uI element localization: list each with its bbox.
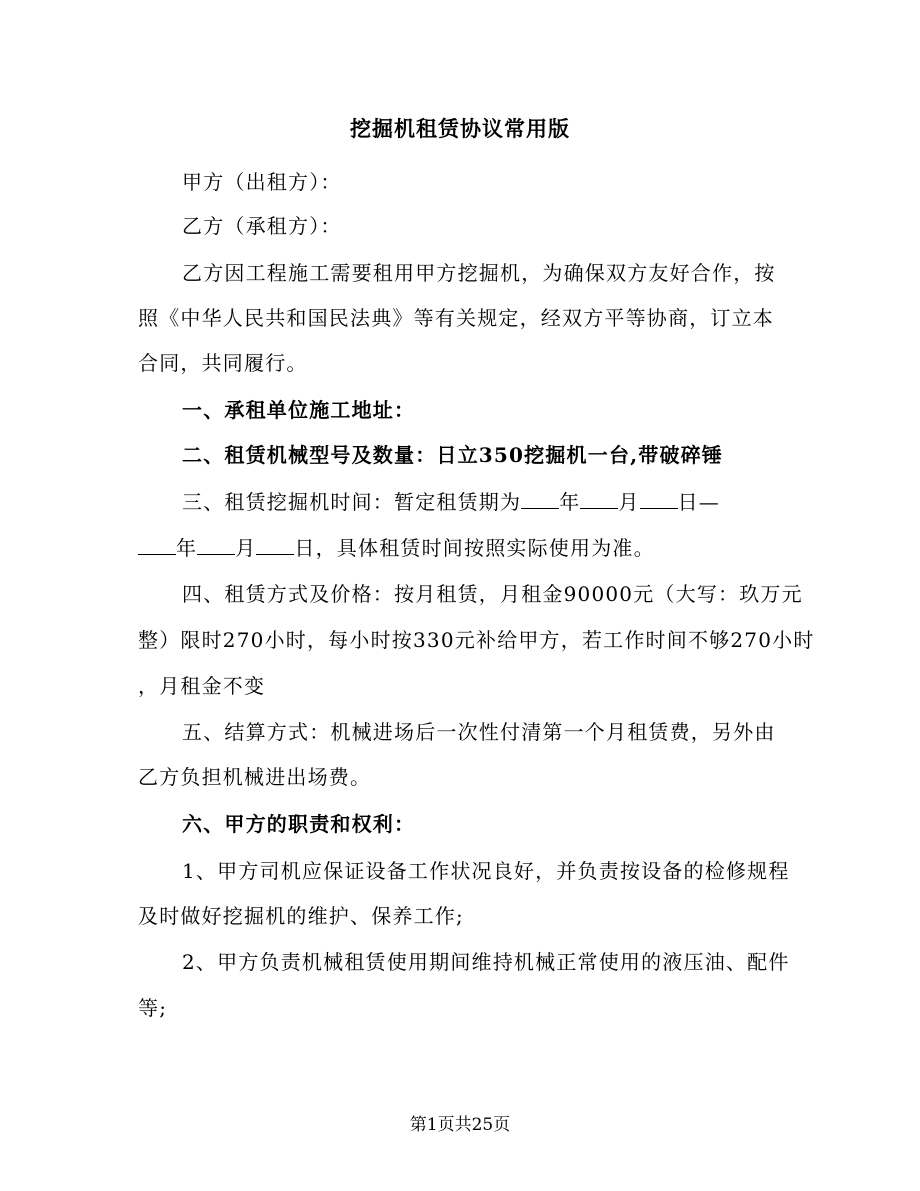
section-1-heading: 一、承租单位施工地址： <box>182 398 416 422</box>
document-title: 挖掘机租赁协议常用版 <box>350 116 570 141</box>
intro-line-1: 乙方因工程施工需要租用甲方挖掘机，为确保双方友好合作，按 <box>182 261 776 285</box>
blank-field <box>521 490 559 509</box>
month-label: 月 <box>618 490 640 514</box>
section-3-line-2 <box>138 534 783 562</box>
section-6-heading: 六、甲方的职责和权利： <box>182 812 416 836</box>
section-3-rest: 日，具体租赁时间按照实际使用为准。 <box>294 536 655 560</box>
section-5-line-2: 乙方负担机械进出场费。 <box>138 765 372 789</box>
intro-line-2: 照《中华人民共和国民法典》等有关规定，经双方平等协商，订立本 <box>138 306 774 330</box>
blank-field <box>580 490 618 509</box>
section-4-line-1: 四、租赁方式及价格：按月租赁，月租金90000元（大写：玖万元 <box>182 582 803 606</box>
item-1-line-1: 1、甲方司机应保证设备工作状况良好，并负责按设备的检修规程 <box>182 859 790 883</box>
party-b-line: 乙方（承租方）： <box>182 214 342 238</box>
section-3-text: 三、租赁挖掘机时间：暂定租赁期为 <box>182 490 522 514</box>
item-2-line-2: 等; <box>138 996 168 1020</box>
section-4-line-3: ，月租金不变 <box>138 674 266 698</box>
section-3-line-1 <box>182 488 783 516</box>
blank-field <box>138 536 176 555</box>
section-4-line-2: 整）限时270小时，每小时按330元补给甲方，若工作时间不够270小时 <box>138 628 815 652</box>
blank-field <box>256 536 294 555</box>
section-5-line-1: 五、结算方式：机械进场后一次性付清第一个月租赁费，另外由 <box>182 720 776 744</box>
page-number: 第1页共25页 <box>409 1115 511 1135</box>
year-label-2: 年 <box>176 536 198 560</box>
item-1-line-2: 及时做好挖掘机的维护、保养工作; <box>138 904 464 928</box>
intro-line-3: 合同，共同履行。 <box>138 351 308 375</box>
year-label: 年 <box>559 490 581 514</box>
month-label-2: 月 <box>235 536 257 560</box>
day-dash-label: 日— <box>677 490 721 514</box>
item-2-line-1: 2、甲方负责机械租赁使用期间维持机械正常使用的液压油、配件 <box>182 950 790 974</box>
blank-field <box>197 536 235 555</box>
party-a-line: 甲方（出租方）： <box>182 170 342 194</box>
blank-field <box>640 490 678 509</box>
section-2-heading: 二、租赁机械型号及数量：日立350挖掘机一台,带破碎锤 <box>182 443 724 467</box>
